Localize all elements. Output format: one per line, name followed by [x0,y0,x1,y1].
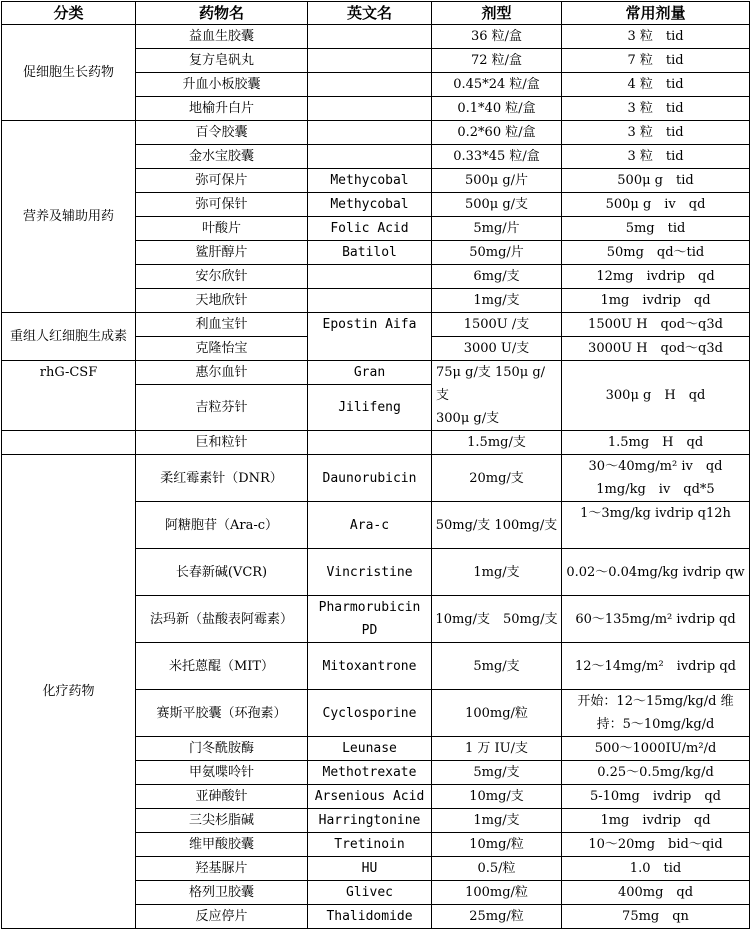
dosage-form: 72 粒/盒 [432,49,562,73]
drug-name: 亚砷酸针 [136,785,308,809]
common-dose: 开始：12～15mg/kg/d 维持：5～10mg/kg/d [562,690,750,737]
drug-name: 弥可保片 [136,169,308,193]
dosage-form: 10mg/支 50mg/支 [432,596,562,643]
english-name [308,97,432,121]
english-name: Harringtonine [308,809,432,833]
dosage-form: 10mg/粒 [432,833,562,857]
english-name: HU [308,857,432,881]
common-dose: 3000U H qod～q3d [562,337,750,361]
english-name: Arsenious Acid [308,785,432,809]
drug-name: 维甲酸胶囊 [136,833,308,857]
common-dose: 3 粒 tid [562,25,750,49]
english-name: Batilol [308,241,432,265]
drug-name: 吉粒芬针 [136,385,308,431]
drug-name: 阿糖胞苷（Ara-c） [136,502,308,549]
header-drug-name: 药物名 [136,2,308,25]
drug-name: 天地欣针 [136,289,308,313]
english-name: Leunase [308,737,432,761]
english-name: Epostin Aifa [308,313,432,361]
common-dose: 3 粒 tid [562,97,750,121]
english-name [308,121,432,145]
common-dose: 500μ g iv qd [562,193,750,217]
english-name: Gran [308,361,432,385]
english-name: Ara-c [308,502,432,549]
category-chemo: 化疗药物 [2,455,136,929]
drug-name: 益血生胶囊 [136,25,308,49]
table-row [2,25,750,49]
header-category: 分类 [2,2,136,25]
table-row [2,455,750,502]
drug-name: 利血宝针 [136,313,308,337]
header-common-dose: 常用剂量 [562,2,750,25]
dosage-form: 0.5/粒 [432,857,562,881]
dosage-form: 1mg/支 [432,549,562,596]
common-dose: 10～20mg bid～qid [562,833,750,857]
dosage-form: 25mg/粒 [432,905,562,929]
drug-name: 米托蒽醌（MIT） [136,643,308,690]
drug-name: 法玛新（盐酸表阿霉素） [136,596,308,643]
dosage-form: 5mg/支 [432,761,562,785]
dosage-form: 100mg/粒 [432,690,562,737]
common-dose: 500μ g tid [562,169,750,193]
drug-name: 升血小板胶囊 [136,73,308,97]
common-dose: 1.0 tid [562,857,750,881]
common-dose: 1mg ivdrip qd [562,809,750,833]
english-name: Pharmorubicin PD [308,596,432,643]
english-name: Glivec [308,881,432,905]
header-dosage-form: 剂型 [432,2,562,25]
common-dose: 400mg qd [562,881,750,905]
dosage-form: 50mg/片 [432,241,562,265]
dosage-form: 5mg/片 [432,217,562,241]
dosage-form: 36 粒/盒 [432,25,562,49]
dosage-form: 100mg/粒 [432,881,562,905]
dosage-form: 3000 U/支 [432,337,562,361]
table-row [2,121,750,145]
drug-name: 格列卫胶囊 [136,881,308,905]
english-name [308,49,432,73]
dosage-form: 500μ g/片 [432,169,562,193]
drug-name: 地榆升白片 [136,97,308,121]
english-name [308,25,432,49]
dosage-form: 300μ g/支 [436,411,500,426]
drug-name: 复方皂矾丸 [136,49,308,73]
drug-name: 安尔欣针 [136,265,308,289]
english-name: Methotrexate [308,761,432,785]
drug-name: 羟基脲片 [136,857,308,881]
drug-name: 克隆怡宝 [136,337,308,361]
dosage-form: 10mg/支 [432,785,562,809]
category-epo: 重组人红细胞生成素 [2,313,136,361]
drug-name: 甲氨喋呤针 [136,761,308,785]
common-dose: 1～3mg/kg ivdrip q12h [562,502,750,549]
category-gcsf: rhG-CSF [2,361,136,431]
drug-name: 弥可保针 [136,193,308,217]
common-dose: 7 粒 tid [562,49,750,73]
english-name [308,431,432,455]
english-name [308,265,432,289]
table-row [2,361,750,385]
dosage-form: 500μ g/支 [432,193,562,217]
drug-name: 门冬酰胺酶 [136,737,308,761]
category-empty [2,431,136,455]
drug-name: 三尖杉脂碱 [136,809,308,833]
common-dose: 60～135mg/m² ivdrip qd [562,596,750,643]
english-name: Thalidomide [308,905,432,929]
drug-name: 鲨肝醇片 [136,241,308,265]
dosage-form: 1 万 IU/支 [432,737,562,761]
common-dose: 0.25～0.5mg/kg/d [562,761,750,785]
common-dose: 75mg qn [562,905,750,929]
dosage-form: 1500U /支 [432,313,562,337]
table-row [2,431,750,455]
drug-name: 反应停片 [136,905,308,929]
drug-name: 金水宝胶囊 [136,145,308,169]
dosage-form: 0.33*45 粒/盒 [432,145,562,169]
dosage-form: 6mg/支 [432,265,562,289]
dosage-form: 20mg/支 [432,455,562,502]
drug-name: 长春新碱(VCR) [136,549,308,596]
common-dose: 500～1000IU/m²/d [562,737,750,761]
english-name [308,73,432,97]
dosage-form: 1mg/支 [432,289,562,313]
dosage-form: 0.2*60 粒/盒 [432,121,562,145]
common-dose: 300μ g H qd [562,361,750,431]
dosage-form: 1.5mg/支 [432,431,562,455]
common-dose: 30～40mg/m² iv qd 1mg/kg iv qd*5 [562,455,750,502]
english-name: Tretinoin [308,833,432,857]
english-name: Mitoxantrone [308,643,432,690]
common-dose: 1.5mg H qd [562,431,750,455]
header-english-name: 英文名 [308,2,432,25]
dosage-form: 5mg/支 [432,643,562,690]
table-row [2,313,750,337]
common-dose: 0.02～0.04mg/kg ivdrip qw [562,549,750,596]
drug-name: 巨和粒针 [136,431,308,455]
drug-name: 赛斯平胶囊（环孢素） [136,690,308,737]
common-dose: 12mg ivdrip qd [562,265,750,289]
drug-name: 百令胶囊 [136,121,308,145]
common-dose: 1500U H qod～q3d [562,313,750,337]
common-dose: 3 粒 tid [562,121,750,145]
common-dose: 4 粒 tid [562,73,750,97]
drug-name: 柔红霉素针（DNR） [136,455,308,502]
category-nutrition: 营养及辅助用药 [2,121,136,313]
drug-name: 叶酸片 [136,217,308,241]
category-growth: 促细胞生长药物 [2,25,136,121]
drug-name: 惠尔血针 [136,361,308,385]
common-dose: 5-10mg ivdrip qd [562,785,750,809]
dosage-form: 50mg/支 100mg/支 [432,502,562,549]
dosage-form-combined [432,361,562,431]
dosage-form: 1mg/支 [432,809,562,833]
common-dose: 50mg qd～tid [562,241,750,265]
dosage-form: 75μ g/支 150μ g/支 [436,365,546,403]
common-dose: 3 粒 tid [562,145,750,169]
common-dose: 1mg ivdrip qd [562,289,750,313]
english-name: Folic Acid [308,217,432,241]
english-name: Vincristine [308,549,432,596]
common-dose: 5mg tid [562,217,750,241]
dosage-form: 0.1*40 粒/盒 [432,97,562,121]
english-name: Methycobal [308,193,432,217]
drug-table [1,1,750,929]
english-name: Cyclosporine [308,690,432,737]
english-name [308,289,432,313]
english-name: Daunorubicin [308,455,432,502]
common-dose: 12～14mg/m² ivdrip qd [562,643,750,690]
header-row [2,2,750,25]
english-name: Methycobal [308,169,432,193]
english-name: Jilifeng [308,385,432,431]
english-name [308,145,432,169]
dosage-form: 0.45*24 粒/盒 [432,73,562,97]
